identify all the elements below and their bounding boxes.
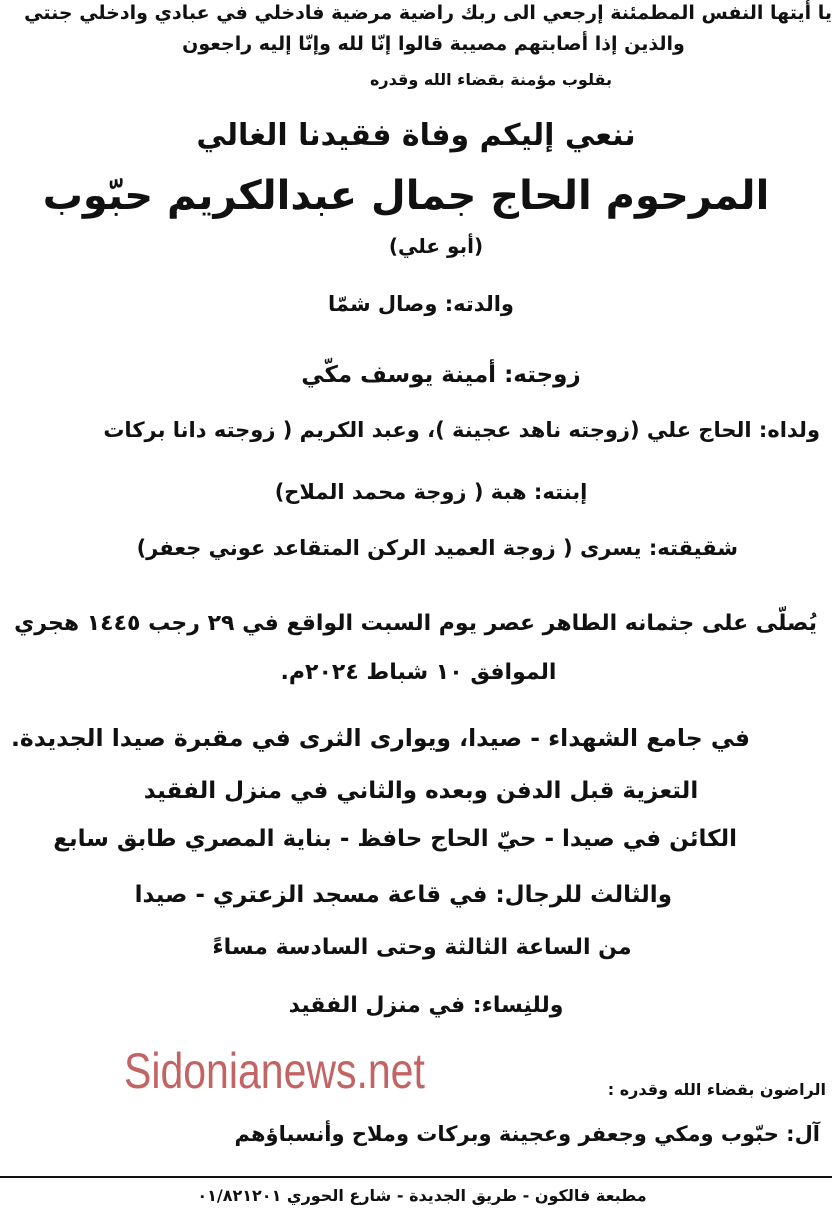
- footer-divider: [0, 1176, 832, 1178]
- daughter-line: إبنته: هبة ( زوجة محمد الملاح): [274, 480, 588, 504]
- condolences-line-2: الكائن في صيدا - حيّ الحاج حافظ - بناية المصري طابق سابع: [53, 826, 737, 852]
- funeral-location: في جامع الشهداء - صيدا، ويوارى الثرى في مقبرة صيدا الجديدة.: [10, 724, 750, 752]
- condolences-line-1: التعزية قبل الدفن وبعده والثاني في منزل الفقيد: [143, 778, 699, 804]
- condolences-line-3: والثالث للرجال: في قاعة مسجد الزعتري - صيدا: [134, 882, 672, 908]
- deceased-nickname: (أبو علي): [388, 234, 484, 258]
- mourners-title: الراضون بقضاء الله وقدره :: [607, 1080, 826, 1099]
- mother-line: والدته: وصال شمّا: [328, 292, 514, 316]
- sons-line: ولداه: الحاج علي (زوجته ناهد عجينة )، وعبد الكريم ( زوجته دانا بركات: [103, 418, 820, 442]
- verse-line-3: بقلوب مؤمنة بقضاء الله وقدره: [369, 70, 613, 89]
- prayer-line-1: يُصلّى على جثمانه الطاهر عصر يوم السبت الواقع في ٢٩ رجب ١٤٤٥ هجري: [14, 611, 817, 636]
- prayer-line-2: الموافق ١٠ شباط ٢٠٢٤م.: [280, 660, 557, 685]
- deceased-name: المرحوم الحاج جمال عبدالكريم حبّوب: [42, 173, 770, 219]
- mourning-families: آل: حبّوب ومكي وجعفر وعجينة وبركات وملاح وأنسباؤهم: [234, 1122, 820, 1146]
- printer-footer: مطبعة فالكون - طريق الجديدة - شارع الحوري ٠١/٨٢١٢٠١: [197, 1186, 647, 1205]
- watermark: Sidonianews.net: [124, 1043, 425, 1099]
- condolences-line-5: وللنِساء: في منزل الفقيد: [288, 993, 564, 1018]
- wife-line: زوجته: أمينة يوسف مكّي: [301, 362, 581, 388]
- verse-line-1: يا أيتها النفس المطمئنة إرجعي الى ربك راضية مرضية فادخلي في عبادي وادخلي جنتي: [24, 2, 832, 24]
- sister-line: شقيقته: يسرى ( زوجة العميد الركن المتقاعد عوني جعفر): [136, 536, 738, 560]
- condolences-line-4: من الساعة الثالثة وحتى السادسة مساءً: [212, 935, 632, 960]
- announcement-heading: ننعي إليكم وفاة فقيدنا الغالي: [196, 118, 636, 153]
- verse-line-2: والذين إذا أصابتهم مصيبة قالوا إنّا لله وإنّا إليه راجعون: [182, 33, 685, 55]
